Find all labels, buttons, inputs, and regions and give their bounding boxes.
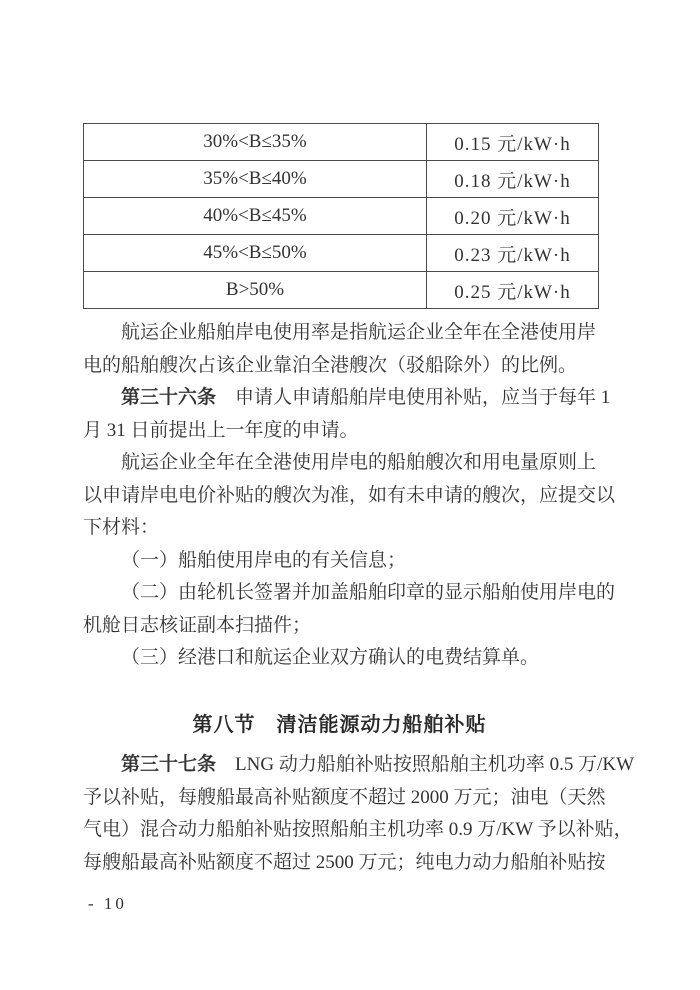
text-segment: 电的船舶艘次占该企业靠泊全港艘次（驳船除外）的比例。 xyxy=(83,354,578,376)
subsidy-price-cell: 0.15 元/kW·h xyxy=(427,124,599,161)
text-segment: （三）经港口和航运企业双方确认的电费结算单。 xyxy=(121,647,540,668)
text-segment: 航运企业船舶岸电使用率是指航运企业全年在全港使用岸 xyxy=(121,322,597,343)
text-line xyxy=(83,447,617,480)
text-line xyxy=(83,642,617,675)
text-line xyxy=(83,415,617,448)
subsidy-price-cell: 0.25 元/kW·h xyxy=(427,272,599,309)
text-segment: （二）由轮机长签署并加盖船舶印章的显示船舶使用岸电的 xyxy=(121,582,616,603)
text-segment: 予以补贴，每艘船最高补贴额度不超过 2000 万元；油电（天然 xyxy=(83,786,606,808)
text-line xyxy=(83,350,617,383)
usage-rate-range-cell: 35%<B≤40% xyxy=(84,161,427,198)
body-text-block-1 xyxy=(83,317,617,675)
article-number: 第三十六条 xyxy=(121,387,217,408)
usage-rate-range-cell: B>50% xyxy=(84,272,427,309)
table-row xyxy=(84,161,599,198)
text-line xyxy=(83,382,617,415)
text-line xyxy=(83,317,617,350)
subsidy-price-cell: 0.20 元/kW·h xyxy=(427,198,599,235)
text-line xyxy=(83,512,617,545)
text-segment: 气电）混合动力船舶补贴按照船舶主机功率 0.9 万/KW 予以补贴， xyxy=(83,819,633,840)
text-line xyxy=(83,610,617,643)
text-segment: 以申请岸电电价补贴的艘次为准，如有未申请的艘次，应提交以 xyxy=(83,484,616,506)
table-row xyxy=(84,235,599,272)
text-segment: 申请人申请船舶岸电使用补贴，应当于每年 1 xyxy=(216,387,611,408)
body-text-block-2 xyxy=(83,749,634,879)
text-segment: 机舱日志核证副本扫描件； xyxy=(83,614,312,636)
text-line xyxy=(83,480,617,513)
table-row xyxy=(84,272,599,309)
subsidy-price-cell: 0.18 元/kW·h xyxy=(427,161,599,198)
text-segment: 下材料： xyxy=(83,517,160,538)
table-row xyxy=(84,198,599,235)
text-line xyxy=(83,577,617,610)
shore-power-rate-table xyxy=(83,123,599,309)
table-row xyxy=(84,124,599,161)
text-line xyxy=(83,847,617,880)
text-line xyxy=(83,545,617,578)
text-segment: LNG 动力船舶补贴按照船舶主机功率 0.5 万/KW xyxy=(216,754,634,775)
usage-rate-range-cell: 45%<B≤50% xyxy=(84,235,427,272)
text-segment: （一）船舶使用岸电的有关信息； xyxy=(121,549,407,571)
usage-rate-range-cell: 40%<B≤45% xyxy=(84,198,427,235)
text-segment: 每艘船最高补贴额度不超过 2500 万元；纯电力动力船舶补贴按 xyxy=(83,851,606,873)
text-segment: 航运企业全年在全港使用岸电的船舶艘次和用电量原则上 xyxy=(121,452,597,473)
section-heading: 第八节 清洁能源动力船舶补贴 xyxy=(192,713,487,736)
subsidy-price-cell: 0.23 元/kW·h xyxy=(427,235,599,272)
text-segment: 月 31 日前提出上一年度的申请。 xyxy=(83,419,359,441)
rate-table-body xyxy=(84,124,599,309)
text-line xyxy=(83,749,634,782)
text-line xyxy=(83,782,617,815)
page-content xyxy=(83,123,634,879)
usage-rate-range-cell: 30%<B≤35% xyxy=(84,124,427,161)
article-number: 第三十七条 xyxy=(121,754,217,775)
text-line xyxy=(83,814,633,847)
page-number: - 10 xyxy=(88,894,127,913)
